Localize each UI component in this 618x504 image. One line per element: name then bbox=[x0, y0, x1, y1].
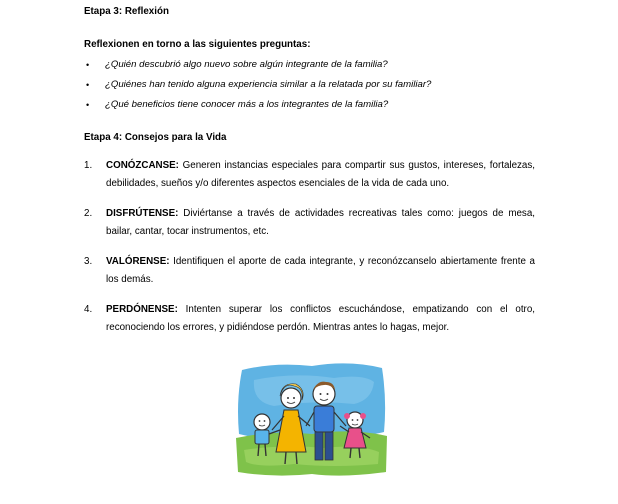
bullet-icon: • bbox=[86, 60, 90, 70]
bullet-icon: • bbox=[86, 80, 90, 90]
stage3-intro: Reflexionen en torno a las siguientes preguntas: bbox=[84, 39, 311, 50]
tip-body bbox=[106, 205, 535, 241]
tip-keyword: CONÓZCANSE: bbox=[106, 160, 179, 171]
tip-keyword: DISFRÚTENSE: bbox=[106, 208, 179, 219]
tip-text: Diviértanse a través de actividades recreativas tales como: juegos de mesa, bailar, cantar, tocar instrumentos, etc. bbox=[106, 208, 535, 237]
tip-body bbox=[106, 301, 535, 337]
tip-item bbox=[84, 253, 535, 289]
tip-item bbox=[84, 301, 535, 337]
tip-text: Intenten superar los conflictos escuchándose, empatizando con el otro, reconociendo los errores, y pidiéndose perdón. Mientras antes lo hagas, mejor. bbox=[106, 304, 535, 333]
tip-item bbox=[84, 205, 535, 241]
tip-item bbox=[84, 157, 535, 193]
question-text: ¿Quién descubrió algo nuevo sobre algún integrante de la familia? bbox=[105, 59, 388, 70]
question-text: ¿Qué beneficios tiene conocer más a los integrantes de la familia? bbox=[105, 99, 389, 110]
tip-text: Generen instancias especiales para compartir sus gustos, intereses, fortalezas, debilidades, sueños y/o diferentes aspectos esenciales de la vida de cada uno. bbox=[106, 160, 535, 189]
tip-text: Identifiquen el aporte de cada integrante, y reconózcanselo abiertamente frente a los demás. bbox=[106, 256, 535, 285]
family-illustration bbox=[234, 360, 389, 478]
tip-number: 2. bbox=[84, 208, 93, 219]
stage3-title: Etapa 3: Reflexión bbox=[84, 6, 169, 17]
tip-body bbox=[106, 157, 535, 193]
tip-keyword: VALÓRENSE: bbox=[106, 256, 170, 267]
stage4-title: Etapa 4: Consejos para la Vida bbox=[84, 132, 227, 143]
tip-number: 3. bbox=[84, 256, 93, 267]
tip-number: 1. bbox=[84, 160, 93, 171]
bullet-icon: • bbox=[86, 100, 90, 110]
tip-body bbox=[106, 253, 535, 289]
tip-number: 4. bbox=[84, 304, 93, 315]
question-text: ¿Quiénes han tenido alguna experiencia similar a la relatada por su familiar? bbox=[105, 79, 432, 90]
tip-keyword: PERDÓNENSE: bbox=[106, 304, 178, 315]
